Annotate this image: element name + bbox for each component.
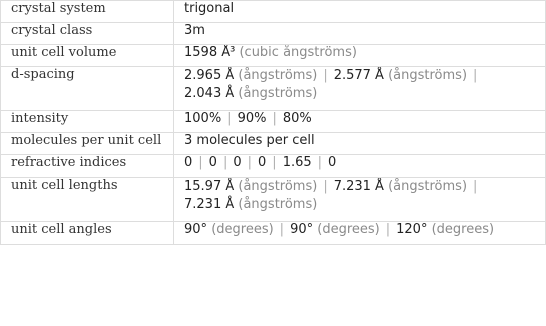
separator: |: [279, 222, 285, 237]
row-value-cell: [174, 178, 546, 222]
separator: |: [473, 68, 478, 83]
unit-text: (degrees): [431, 222, 495, 237]
separator: |: [272, 111, 277, 126]
table-row: [1, 133, 546, 155]
unit-text: (ångströms): [238, 68, 318, 83]
row-value-cell: [174, 155, 546, 178]
value-text: 15.97 Å: [184, 179, 235, 194]
value-line: [184, 85, 535, 103]
separator: |: [323, 68, 328, 83]
row-label: intensity: [1, 111, 174, 133]
value-line: [184, 67, 535, 85]
value-text: 80%: [282, 111, 312, 126]
row-value: 3 molecules per cell: [174, 133, 546, 155]
unit-text: (ångströms): [238, 197, 318, 212]
separator: |: [323, 179, 328, 194]
value-text: 90%: [237, 111, 267, 126]
row-label: crystal class: [1, 23, 174, 45]
value-text: 90°: [290, 222, 314, 237]
row-value-cell: [174, 45, 546, 67]
value-text: 7.231 Å: [184, 197, 235, 212]
row-value-cell: [174, 111, 546, 133]
separator: |: [272, 155, 277, 170]
table-row: [1, 1, 546, 23]
row-label: unit cell lengths: [1, 178, 174, 222]
value-text: 0: [258, 155, 267, 170]
value-text: 2.965 Å: [184, 68, 235, 83]
row-label: crystal system: [1, 1, 174, 23]
unit-text: (degrees): [317, 222, 380, 237]
table-row: [1, 178, 546, 222]
value-text: 2.043 Å: [184, 86, 235, 101]
value-text: 100%: [184, 111, 222, 126]
value-text: 0: [184, 155, 193, 170]
separator: |: [222, 155, 228, 170]
row-value-cell: [174, 222, 546, 245]
value-text: 120°: [396, 222, 428, 237]
value-text: 0: [208, 155, 217, 170]
unit-text: (ångströms): [388, 68, 468, 83]
separator: |: [385, 222, 391, 237]
unit-text: (ångströms): [238, 179, 318, 194]
table-row: [1, 111, 546, 133]
separator: |: [473, 179, 478, 194]
separator: |: [198, 155, 203, 170]
unit-text: (degrees): [211, 222, 274, 237]
table-row: [1, 23, 546, 45]
row-label: molecules per unit cell: [1, 133, 174, 155]
value-line: [184, 196, 535, 214]
separator: |: [317, 155, 323, 170]
table-row: [1, 155, 546, 178]
table-row: [1, 67, 546, 111]
value-line: [184, 178, 535, 196]
row-label: unit cell angles: [1, 222, 174, 245]
value-text: 90°: [184, 222, 208, 237]
row-label: d-spacing: [1, 67, 174, 111]
table-row: [1, 222, 546, 245]
value-text: 1.65: [282, 155, 312, 170]
value-text: 0: [233, 155, 242, 170]
row-label: refractive indices: [1, 155, 174, 178]
row-label: unit cell volume: [1, 45, 174, 67]
table-row: [1, 45, 546, 67]
value-text: 0: [328, 155, 337, 170]
unit-text: (ångströms): [238, 86, 318, 101]
row-value: 3m: [174, 23, 546, 45]
unit-text: (cubic ångströms): [239, 45, 357, 60]
value-text: 1598 Å³: [184, 45, 236, 60]
separator: |: [227, 111, 232, 126]
value-text: 7.231 Å: [333, 179, 384, 194]
value-text: 2.577 Å: [333, 68, 384, 83]
unit-text: (ångströms): [388, 179, 468, 194]
row-value-cell: [174, 67, 546, 111]
separator: |: [247, 155, 253, 170]
row-value: trigonal: [174, 1, 546, 23]
